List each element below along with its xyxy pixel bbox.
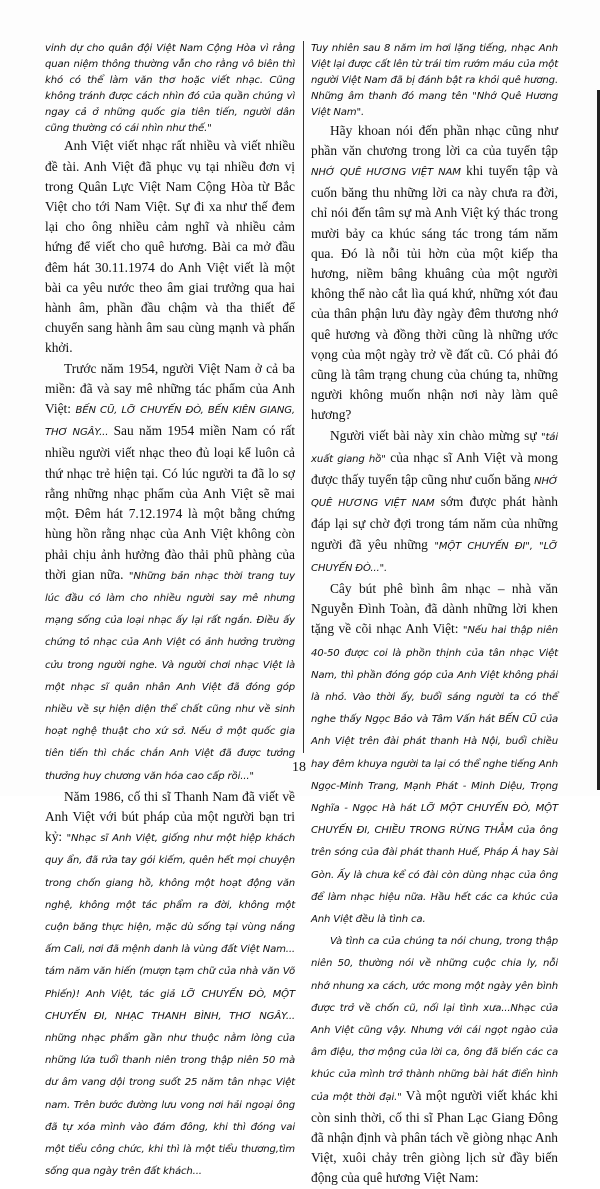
text-segment: Cây bút phê bình âm nhạc – nhà văn Nguyễn Đình Toàn, đã dành những lời khen tặng về cõi nhạc Anh Việt: bbox=[311, 581, 558, 637]
quote-thanh-nam: "Nhạc sĩ Anh Việt, giống như một hiệp khách quy ẩn, đã rửa tay gói kiếm, quên hết mọi chuyện trong chốn giang hồ, không một hoạt động văn nghệ, không một tác phẩm ra đời, không một cuộn băng thực hiện, mặc dù sống tại vùng nắng ấm Cali, nơi đã mệnh danh là vùng đất Việt Nam... tám năm văn hiến (mượn tạm chữ của nhà văn Võ Phiến)! Anh Việt, tác giả LỠ CHUYẾN ĐÒ, MỘT CHUYẾN ĐI, NHẠC THANH BÌNH, THƠ NGÂY... những nhạc phẩm gần như thuộc nằm lòng của những lứa tuổi thanh niên trong thập niên 50 mà dư âm vang dội trong suốt 25 năm tân nhạc Việt nam. Trên bước đường lưu vong nơi hải ngoại ông đã tự xóa mình vào đám đông, khi thì đóng vai một tiểu công chức, khi thì là một tiểu thương,tìm sống qua ngày trên đất khách... bbox=[45, 833, 295, 1178]
album-title: NHỚ QUÊ HƯƠNG VIỆT NAM bbox=[311, 166, 461, 178]
left-column bbox=[45, 41, 295, 1182]
paragraph-anh-viet-topics: Anh Việt viết nhạc rất nhiều và viết nhiều đề tài. Anh Việt đã phục vụ tại nhiều đơn vị trong Quân Lực Việt Nam Cộng Hòa từ Bắc Việt cho tới Nam Việt. Sự đi xa như thế đem lại cho ông nhiều cảm nghĩ và nhiều cảm hứng để viết cho quê hương. Bài ca mở đầu đêm hát 30.11.1974 do Anh Việt viết là một bài ca yêu nước theo âm giai trưởng qua hai hành âm, phần đầu chậm và tha thiết để chuyển sang hành âm sau cùng mạnh và phấn khởi. bbox=[45, 138, 295, 356]
phrase: "tái xuất giang hồ" bbox=[311, 431, 558, 465]
quote: "Những bản nhạc thời trang tuy lúc đầu có làm cho nhiều người say mê nhưng mạng sống của loại nhạc ấy lại rất ngắn. Điều ấy chứng tỏ nhạc của Anh Việt có ảnh hưởng trường cửu trong người nghe. Và người chơi nhạc Việt là một nhạc sĩ quân nhân Anh Việt đã đóng góp nhiều về sự hiện diện thể chất cũng như về sinh hoạt nghệ thuật cho xứ sở. Nếu ở một quốc gia tiên tiến thì chắc chắn Anh Việt đã được tưởng thưởng huy chương văn hóa cao cấp rồi..." bbox=[45, 570, 295, 782]
column-divider bbox=[303, 41, 304, 753]
text-segment: Năm 1986, cố thi sĩ Thanh Nam đã viết về Anh Việt với bút pháp của một người bạn tri kỷ: bbox=[45, 788, 295, 845]
quote-nguyen-dinh-toan: "Nếu hai thập niên 40-50 được coi là phồn thịnh của tân nhạc Việt Nam, thì phần đóng góp của Anh Việt không phải là nhỏ. Vào thời ấy, buổi sáng người ta có thể nghe thấy Ngọc Bảo và Tâm Vấn hát BẾN CŨ của Anh Việt trên đài phát thanh Hà Nội, buổi chiều hay đêm khuya người ta lại có thể nghe tiếng Anh Ngọc-Minh Trang, Mạnh Phát - Minh Diệu, Trọng Nghĩa - Ngọc Hà hát LỠ MỘT CHUYẾN ĐÒ, MỘT CHUYẾN ĐI, CHIỀU TRONG RỪNG THẲM của ông trên sóng của đài phát thanh Huế, Pháp Á hay Sài Gòn. Ấy là chưa kể có đài còn dùng nhạc của ông để làm nhạc hiệu nữa. Hầu hết các ca khúc của Anh Việt đều là tình ca. bbox=[311, 625, 558, 926]
quote-continuation: vinh dự cho quân đội Việt Nam Cộng Hòa vì rằng quan niệm thông thường vẫn cho rằng vô biên thì khó có thể làm văn thơ hoặc viết nhạc. Cũng không tránh được cách nhìn đó của quần chúng vì ngay cả ở những quốc gia tiên tiến, người dân cũng thường có cái nhìn như thế." bbox=[45, 43, 295, 134]
page-number: 18 bbox=[292, 760, 306, 775]
album-title: NHỚ QUÊ HƯƠNG VIỆT NAM bbox=[311, 475, 558, 510]
text-segment: Trước năm 1954, người Việt Nam ở cả ba miền: đã và say mê những tác phẩm của Anh Việt: bbox=[45, 360, 295, 417]
text-segment: Người viết bài này xin chào mừng sự bbox=[330, 427, 541, 443]
text-segment: Sau năm 1954 miền Nam có rất nhiều người viết nhạc theo đủ loại kể luôn cả thứ nhạc trẻ hiện tại. Có lúc người ta đã lo sợ rằng những nhạc phẩm của Anh Việt sẽ mai một. Đêm hát 7.12.1974 là một bằng chứng hùng hồn rằng nhạc của Anh Việt không còn phải chịu ảnh hưởng đào thải phũ phàng của thời gian nữa. bbox=[45, 423, 295, 582]
paragraph-love-songs bbox=[311, 930, 558, 1188]
paragraph-welcome bbox=[311, 426, 558, 579]
song-titles: "MỘT CHUYẾN ĐI", "LỠ CHUYẾN ĐÒ...". bbox=[311, 540, 558, 574]
paragraph-before-1954 bbox=[45, 359, 295, 787]
paragraph-critic bbox=[311, 579, 558, 930]
paragraph-1986 bbox=[45, 787, 295, 1183]
text-segment: Hãy khoan nói đến phần nhạc cũng như phần văn chương trong lời ca của tuyển tập bbox=[311, 122, 558, 158]
text-segment: sớm được phát hành đáp lại sự chờ đợi trong tám năm của những người đã yêu những bbox=[311, 494, 558, 552]
text-segment: Và một người viết khác khi còn sinh thời, cố thi sĩ Phan Lạc Giang Đông đã nhận định và phân tách về giòng nhạc Anh Việt, xuôi chảy trên giòng lịch sử đầy biến động của quê hương Việt Nam: bbox=[311, 1087, 558, 1186]
text-segment: khi tuyển tập và cuốn băng thu những lời ca này chưa ra đời, chỉ nói đến tâm sự mà Anh Việt ký thác trong mười bảy ca khúc sáng tác trong tám năm qua. Đó là nỗi tủi hờn của một kiếp tha hương, niềm bâng khuâng của một người không thể nào cắt lìa quá khứ, những xót đau của thân phận lưu đày ngày đêm thương nhớ quê hương và đồng thời cũng là những ước vọng của một ngày trở về đất cũ. Có phải đó cũng là tâm trạng chung của chúng ta, những người không muốn nhận nơi này làm quê hương? bbox=[311, 162, 558, 423]
right-column bbox=[311, 41, 558, 1189]
quote-love-songs: Và tình ca của chúng ta nói chung, trong thập niên 50, thường nói về những cuộc chia ly, nỗi nhớ nhung xa cách, ước mong một ngày yên bình được trở về chốn cũ, nối lại tình xưa...Nhạc của Anh Việt cũng vậy. Nhưng với cái ngọt ngào của âm điệu, thơ mộng của lời ca, ông đã biến các ca khúc của mình trở thành những bài hát điển hình của một thời đại." bbox=[311, 936, 558, 1103]
quote-continuation-right: Tuy nhiên sau 8 năm im hơi lặng tiếng, nhạc Anh Việt lại được cất lên từ trái tim rướm máu của một người Việt Nam đã bị đánh bật ra khỏi quê hương. Những âm thanh đó mang tên "Nhớ Quê Hương Việt Nam". bbox=[311, 43, 558, 118]
paragraph-anthology bbox=[311, 121, 558, 426]
text-segment: của nhạc sĩ Anh Việt và mong được thấy tuyển tập cũng như cuốn băng bbox=[311, 449, 558, 487]
song-titles: BẾN CŨ, LỠ CHUYẾN ĐÒ, BẾN KIÊN GIANG, THƠ NGÂY... bbox=[45, 405, 295, 439]
